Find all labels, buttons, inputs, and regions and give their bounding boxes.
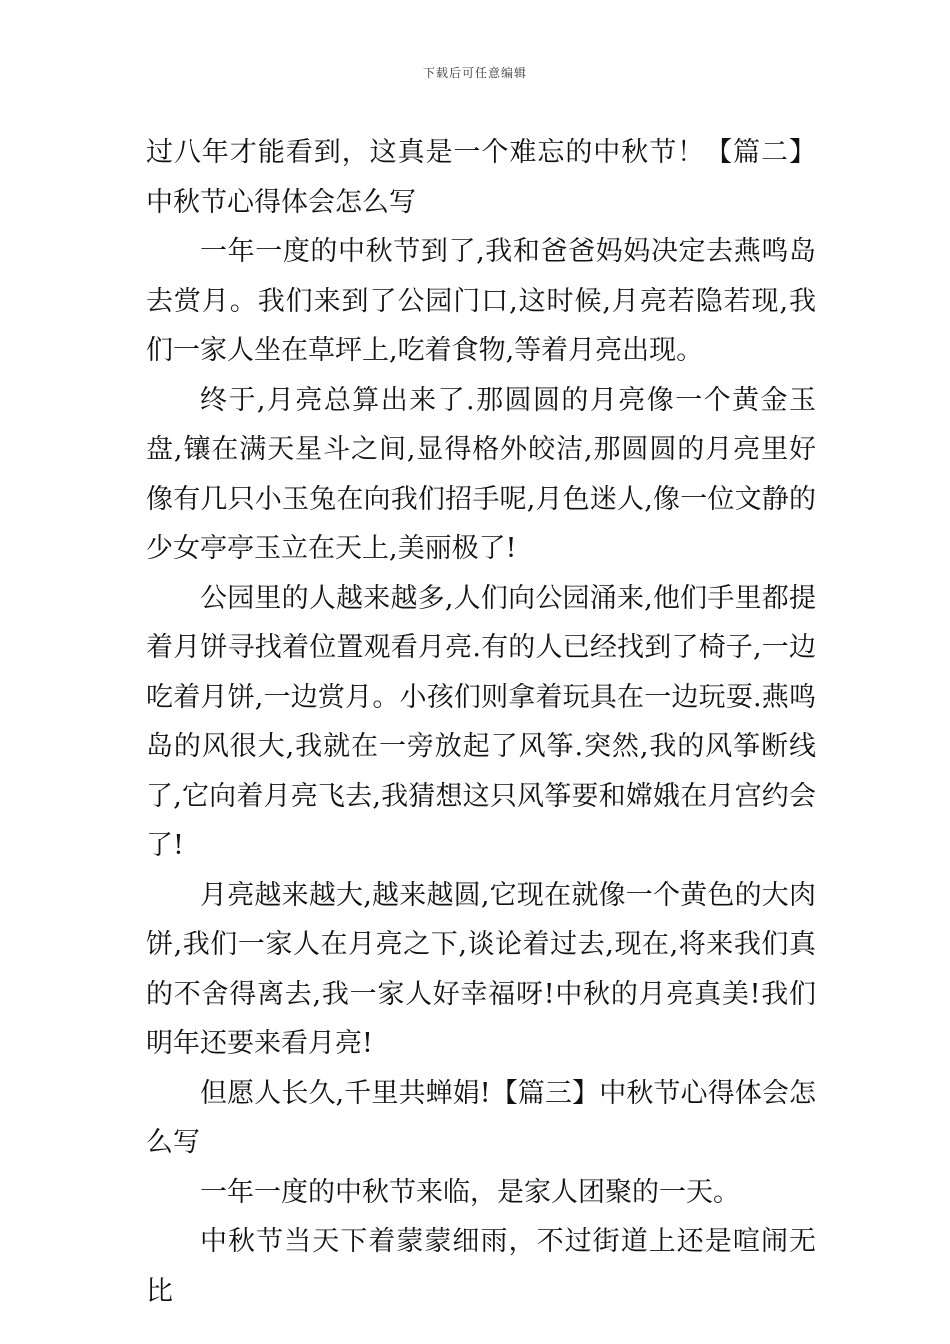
paragraph: 月亮越来越大,越来越圆,它现在就像一个黄色的大肉饼,我们一家人在月亮之下,谈论着过去,现在,将来我们真的不舍得离去,我一家人好幸福呀!中秋的月亮真美!我们明年还要来看月亮! bbox=[146, 879, 816, 1059]
page-header: 下载后可任意编辑 bbox=[422, 66, 527, 80]
paragraph: 终于,月亮总算出来了.那圆圆的月亮像一个黄金玉盘,镶在满天星斗之间,显得格外皎洁,那圆圆的月亮里好像有几只小玉兔在向我们招手呢,月色迷人,像一位文静的少女亭亭玉立在天上,美丽极了! bbox=[146, 384, 816, 564]
paragraph: 过八年才能看到，这真是一个难忘的中秋节！【篇二】中秋节心得体会怎么写 bbox=[146, 137, 816, 218]
paragraph: 但愿人长久,千里共蝉娟!【篇三】中秋节心得体会怎么写 bbox=[146, 1077, 816, 1158]
paragraph: 一年一度的中秋节来临，是家人团聚的一天。 bbox=[200, 1176, 740, 1208]
paragraph: 一年一度的中秋节到了,我和爸爸妈妈决定去燕鸣岛去赏月。我们来到了公园门口,这时候,月亮若隐若现,我们一家人坐在草坪上,吃着食物,等着月亮出现。 bbox=[146, 236, 816, 366]
paragraph: 公园里的人越来越多,人们向公园涌来,他们手里都提着月饼寻找着位置观看月亮.有的人已经找到了椅子,一边吃着月饼,一边赏月。小孩们则拿着玩具在一边玩耍.燕鸣岛的风很大,我就在一旁放起了风筝.突然,我的风筝断线了,它向着月亮飞去,我猜想这只风筝要和嫦娥在月宫约会了! bbox=[146, 582, 816, 861]
paragraph: 中秋节当天下着蒙蒙细雨，不过街道上还是喧闹无比 bbox=[146, 1226, 816, 1307]
document-body bbox=[146, 128, 816, 1316]
